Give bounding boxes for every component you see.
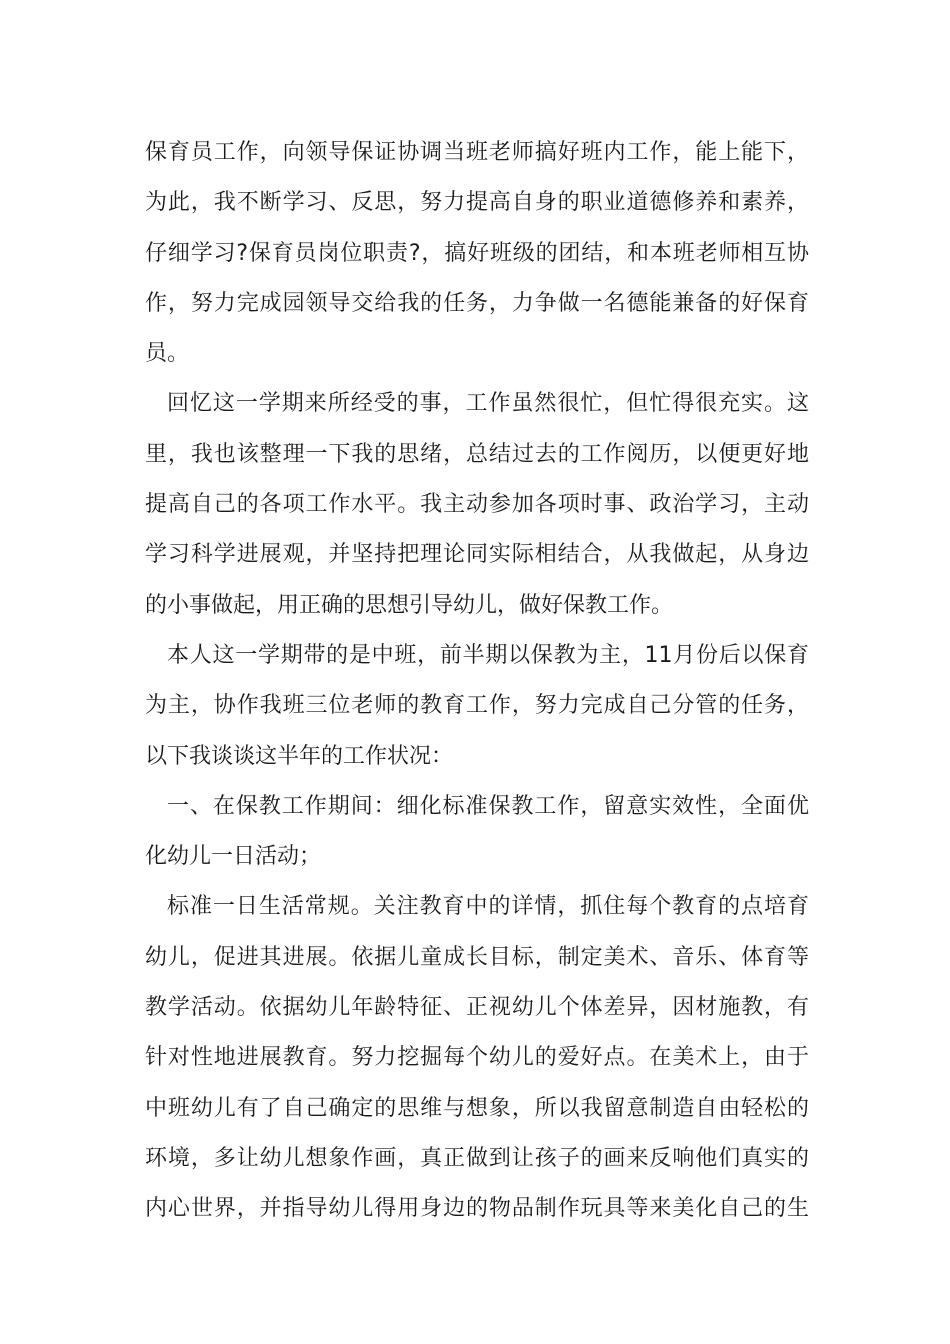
text-line: 针对性地进展教育。努力挖掘每个幼儿的爱好点。在美术上，由于 <box>145 1045 809 1071</box>
text-line: 教学活动。依据幼儿年龄特征、正视幼儿个体差异，因材施教，有 <box>145 995 809 1021</box>
section-heading-line: 一、在保教工作期间：细化标准保教工作，留意实效性，全面优 <box>167 793 809 819</box>
text-line: 仔细学习?保育员岗位职责?，搞好班级的团结，和本班老师相互协 <box>145 240 809 266</box>
text-line: 为此，我不断学习、反思，努力提高自身的职业道德修养和素养， <box>145 190 809 216</box>
text-line: 内心世界，并指导幼儿得用身边的物品制作玩具等来美化自己的生 <box>145 1196 809 1222</box>
text-line: 幼儿，促进其进展。依据儿童成长目标，制定美术、音乐、体育等 <box>145 944 809 970</box>
paragraph-first-line: 标准一日生活常规。关注教育中的详情，抓住每个教育的点培育 <box>167 894 809 920</box>
text-line: 以下我谈谈这半年的工作状况： <box>145 743 454 769</box>
text-line: 保育员工作，向领导保证协调当班老师搞好班内工作，能上能下， <box>145 140 809 165</box>
text-line: 环境，多让幼儿想象作画，真正做到让孩子的画来反响他们真实的 <box>145 1145 809 1171</box>
text-line: 为主，协作我班三位老师的教育工作，努力完成自己分管的任务， <box>145 693 809 719</box>
text-line: 中班幼儿有了自己确定的思维与想象，所以我留意制造自由轻松的 <box>145 1095 809 1121</box>
text-line: 提高自己的各项工作水平。我主动参加各项时事、政治学习，主动 <box>145 492 809 518</box>
text-line: 员。 <box>145 341 190 367</box>
text-line: 里，我也该整理一下我的思绪，总结过去的工作阅历，以便更好地 <box>145 441 809 467</box>
text-line: 化幼儿一日活动； <box>145 844 322 870</box>
text-line: 学习科学进展观，并坚持把理论同实际相结合，从我做起，从身边 <box>145 542 809 568</box>
text-line: 的小事做起，用正确的思想引导幼儿，做好保教工作。 <box>145 592 674 618</box>
paragraph-first-line: 回忆这一学期来所经受的事，工作虽然很忙，但忙得很充实。这 <box>167 391 809 417</box>
text-line: 作，努力完成园领导交给我的任务，力争做一名德能兼备的好保育 <box>145 290 809 316</box>
document-body <box>145 128 809 1235</box>
paragraph-first-line: 本人这一学期带的是中班，前半期以保教为主，11月份后以保育 <box>167 642 809 668</box>
